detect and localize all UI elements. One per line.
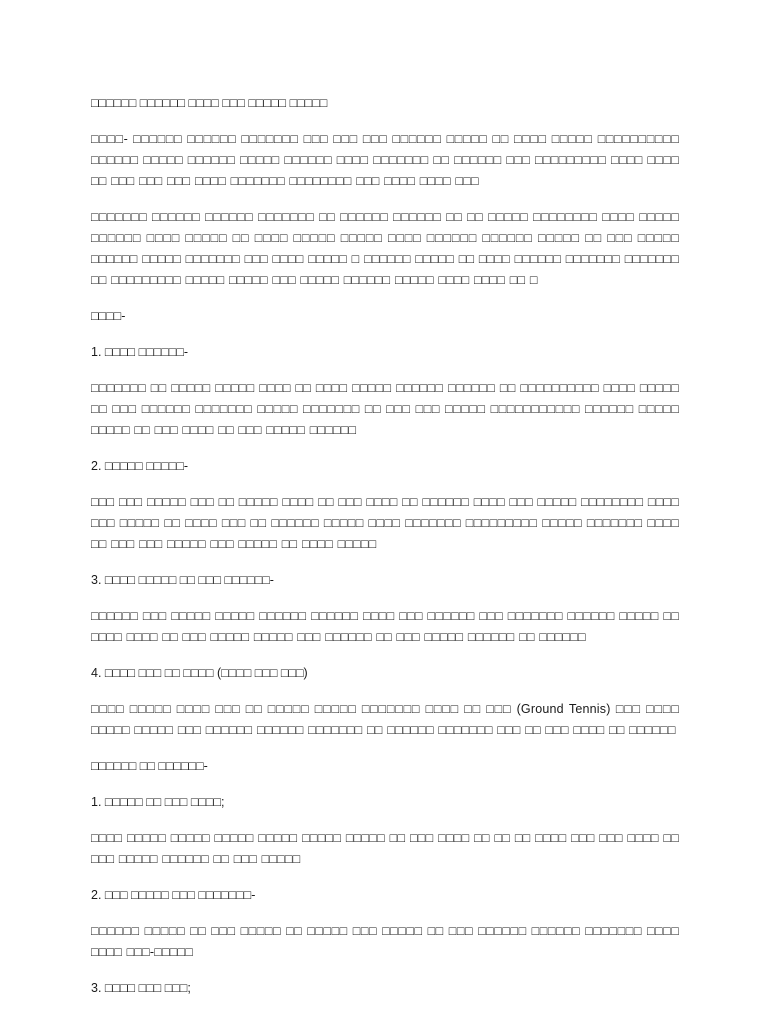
list-heading: 2. □□□□□ □□□□□- <box>91 459 189 473</box>
paragraph: □□□□□□□ □□□□□□ □□□□□□ □□□□□□□ □□ □□□□□□ □□□□□□ □□ □□ □□□□□ □□□□□□□□ □□□□ □□□□□ □□□□□□ □□□□ □□□□□ □□ □□□□ □□□□□ □□□□□ □□□□ □□□□□□ □□□□□□ □□□□□ □□ □□□ □□□□□ □□□□□□ □□□□□ □□□□□□□ □□□ □□□□ □□□□□ □ □□□□□□ □□□□□ □□ □□□□ □□□□□□ □□□□□□□ □□□□□□□ □□ □□□□□□□□□ □□□□□ □□□□□ □□□ □□□□□ □□□□□□ □□□□□ □□□□ □□□□ □□ □ <box>91 210 679 287</box>
paragraph: □□□ □□□ □□□□□ □□□ □□ □□□□□ □□□□ □□ □□□ □□□□ □□ □□□□□□ □□□□ □□□ □□□□□ □□□□□□□□ □□□□ □□□ □□□□□ □□ □□□□ □□□ □□ □□□□□□ □□□□□ □□□□ □□□□□□□ □□□□□□□□□ □□□□□ □□□□□□□ □□□□ □□ □□□ □□□ □□□□□ □□□ □□□□□ □□ □□□□ □□□□□ <box>91 495 679 551</box>
paragraph: □□□□ □□□□□ □□□□ □□□ □□ □□□□□ □□□□□ □□□□□□□ □□□□ □□ □□□ (Ground Tennis) □□□ □□□□ □□□□□ □□□□□ □□□ □□□□□□ □□□□□□ □□□□□□□ □□ □□□□□□ □□□□□□□ □□□ □□ □□□ □□□□ □□ □□□□□□ <box>91 702 679 737</box>
paragraph: □□□□ □□□□□ □□□□□ □□□□□ □□□□□ □□□□□ □□□□□ □□ □□□ □□□□ □□ □□ □□ □□□□ □□□ □□□ □□□□ □□ □□□ □□□□□ □□□□□□ □□ □□□ □□□□□ <box>91 831 679 866</box>
paragraph: □□□□□□ □□□□□ □□ □□□ □□□□□ □□ □□□□□ □□□ □□□□□ □□ □□□ □□□□□□ □□□□□□ □□□□□□□ □□□□ □□□□ □□□-□□□□□ <box>91 924 679 959</box>
list-heading: 1. □□□□ □□□□□□- <box>91 345 189 359</box>
list-heading: 3. □□□□ □□□□□ □□ □□□ □□□□□□- <box>91 573 274 587</box>
paragraph: □□□□- □□□□□□ □□□□□□ □□□□□□□ □□□ □□□ □□□ □□□□□□ □□□□□ □□ □□□□ □□□□□ □□□□□□□□□□ □□□□□□ □□□□□ □□□□□□ □□□□□ □□□□□□ □□□□ □□□□□□□ □□ □□□□□□ □□□ □□□□□□□□□ □□□□ □□□□ □□ □□□ □□□ □□□ □□□□ □□□□□□□ □□□□□□□□ □□□ □□□□ □□□□ □□□ <box>91 132 679 188</box>
list-heading: 1. □□□□□ □□ □□□ □□□□; <box>91 795 225 809</box>
paragraph: □□□□□□ □□□ □□□□□ □□□□□ □□□□□□ □□□□□□ □□□□ □□□ □□□□□□ □□□ □□□□□□□ □□□□□□ □□□□□ □□ □□□□ □□□□ □□ □□□ □□□□□ □□□□□ □□□ □□□□□□ □□ □□□ □□□□□ □□□□□□ □□ □□□□□□ <box>91 609 679 644</box>
section-heading: □□□□□□ □□ □□□□□□- <box>91 759 208 773</box>
document-title: □□□□□□ □□□□□□ □□□□ □□□ □□□□□ □□□□□ <box>91 96 328 110</box>
list-heading: 4. □□□□ □□□ □□ □□□□ (□□□□ □□□ □□□) <box>91 666 308 680</box>
paragraph: □□□□□□□ □□ □□□□□ □□□□□ □□□□ □□ □□□□ □□□□□ □□□□□□ □□□□□□ □□ □□□□□□□□□□ □□□□ □□□□□ □□ □□□ □□□□□□ □□□□□□□ □□□□□ □□□□□□□ □□ □□□ □□□ □□□□□ □□□□□□□□□□□ □□□□□□ □□□□□ □□□□□ □□ □□□ □□□□ □□ □□□ □□□□□ □□□□□□ <box>91 381 679 437</box>
list-heading: 3. □□□□ □□□ □□□; <box>91 981 191 995</box>
document-body <box>91 93 679 1014</box>
section-heading: □□□□- <box>91 309 126 323</box>
list-heading: 2. □□□ □□□□□ □□□ □□□□□□□- <box>91 888 256 902</box>
